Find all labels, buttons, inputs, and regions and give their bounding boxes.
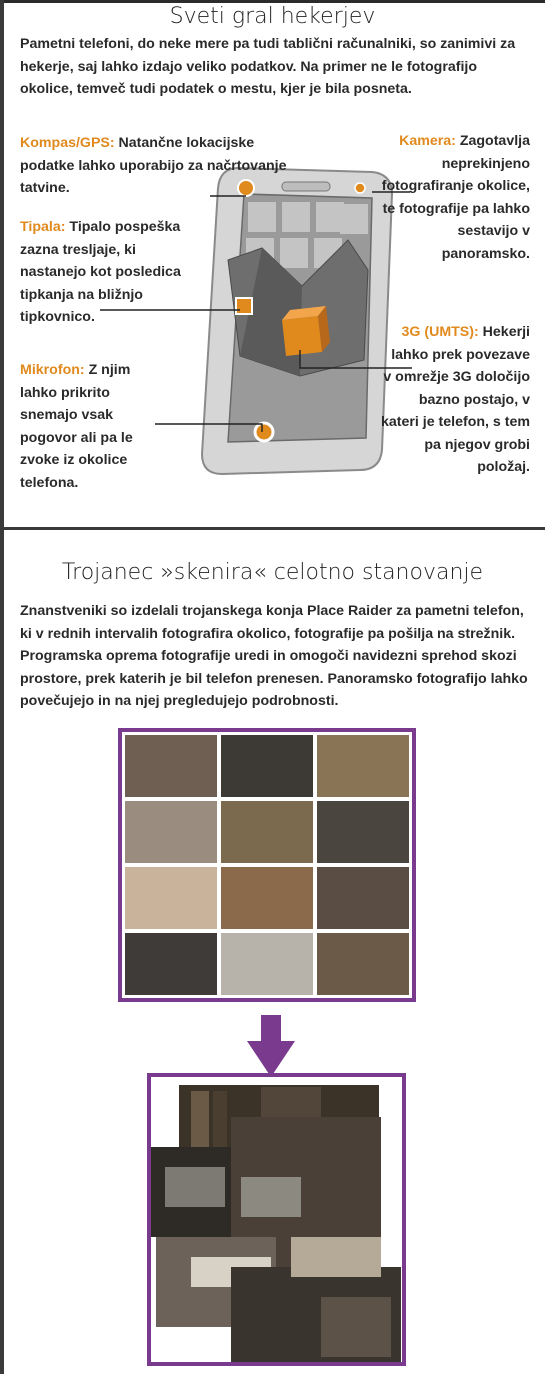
callout-kompas bbox=[20, 132, 290, 200]
section-divider bbox=[4, 527, 545, 530]
callout-mikrofon bbox=[20, 359, 165, 494]
panorama-image bbox=[147, 1073, 406, 1366]
photo-thumbnail bbox=[317, 933, 409, 995]
photo-thumbnail bbox=[125, 735, 217, 797]
callout-mikrofon-text: Z njim lahko prikrito snemajo vsak pogovor ali pa le zvoke iz okolice telefona. bbox=[20, 362, 133, 491]
callout-kompas-label: Kompas/GPS: bbox=[20, 135, 115, 151]
photo-thumbnail bbox=[317, 735, 409, 797]
down-arrow-icon bbox=[247, 1015, 295, 1077]
callout-tipala-text: Tipalo pospeška zazna tresljaje, ki nastanejo kot posledica tipkanja na bližnjo tipkovnico. bbox=[20, 219, 181, 325]
callout-kamera-label: Kamera: bbox=[399, 133, 456, 149]
callout-mikrofon-label: Mikrofon: bbox=[20, 362, 85, 378]
section2-intro: Znanstveniki so izdelali trojanskega konja Place Raider za pametni telefon, ki v rednih intervalih fotografira okolico, fotografije pa pošilja na strežnik. Programska oprema fotografije uredi in omogoči navidezni sprehod skozi prostore, prek katerih je bil telefon prenesen. Panoramsko fotografijo lahko povečujejo in na njej pregledujejo podrobnosti. bbox=[20, 603, 528, 709]
photo-thumbnail bbox=[221, 735, 313, 797]
callout-tipala bbox=[20, 216, 190, 329]
callout-kompas-text: Natančne lokacijske podatke lahko uporabijo za načrtovanje tatvine. bbox=[20, 135, 287, 196]
section2-title: Trojanec »skenira« celotno stanovanje bbox=[61, 560, 484, 585]
section1-title: Sveti gral hekerjev bbox=[169, 4, 376, 29]
photo-thumbnail bbox=[221, 801, 313, 863]
photo-thumbnail bbox=[125, 801, 217, 863]
cube-icon bbox=[282, 306, 330, 356]
callout-kamera bbox=[370, 130, 530, 265]
callout-umts-text: Hekerji lahko prek povezave v omrežje 3G določijo bazno postajo, v kateri je telefon, s tem pa njegov grobi položaj. bbox=[380, 324, 530, 475]
accelerometer-icon bbox=[236, 298, 252, 314]
section1-intro: Pametni telefoni, do neke mere pa tudi tablični računalniki, so zanimivi za hekerje, saj lahko izdajo veliko podatkov. Na primer ne le fotografijo okolice, temveč tudi podatek o mestu, kjer je bila posneta. bbox=[20, 36, 516, 97]
panorama-photo bbox=[151, 1077, 402, 1362]
photo-thumbnail bbox=[317, 801, 409, 863]
photo-thumbnail bbox=[125, 933, 217, 995]
photo-thumbnail bbox=[221, 867, 313, 929]
callout-umts-label: 3G (UMTS): bbox=[401, 324, 479, 340]
photo-thumbnail bbox=[221, 933, 313, 995]
callout-tipala-label: Tipala: bbox=[20, 219, 66, 235]
photo-grid bbox=[118, 728, 416, 1002]
callout-umts bbox=[380, 321, 530, 479]
microphone-icon bbox=[255, 423, 273, 441]
photo-thumbnail bbox=[125, 867, 217, 929]
photo-thumbnail bbox=[317, 867, 409, 929]
callout-kamera-text: Zagotavlja neprekinjeno fotografiranje okolice, te fotografije pa lahko sestavijo v panoramsko. bbox=[381, 133, 530, 262]
top-rule bbox=[0, 0, 545, 3]
camera-lens bbox=[355, 183, 365, 193]
